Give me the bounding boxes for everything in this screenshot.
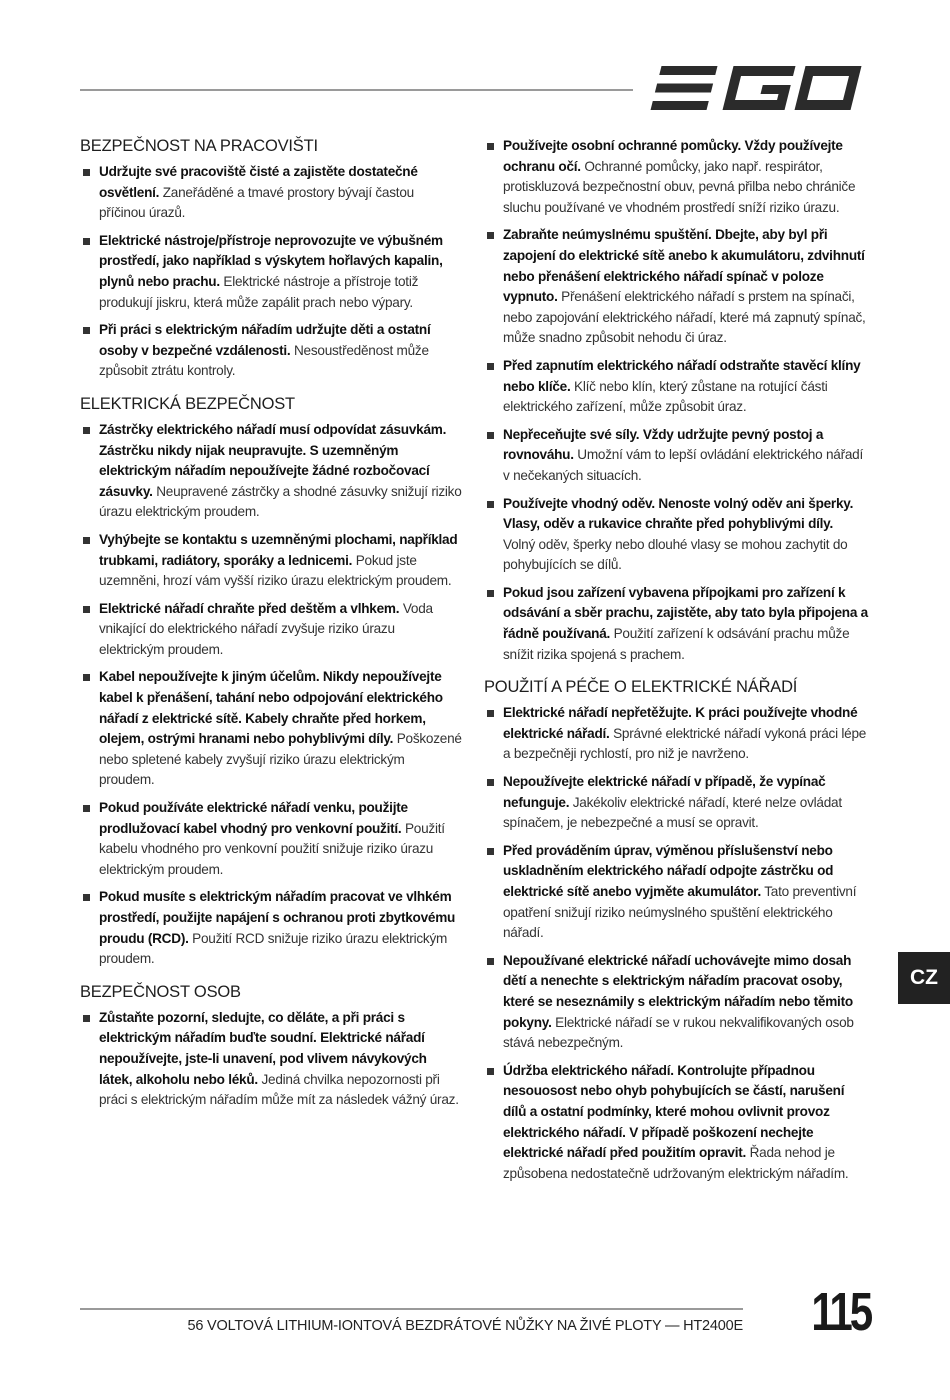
safety-item-explanation: Řada nehod je způsobena nedostatečně udržovaným elektrickým nářadím.: [503, 1145, 849, 1181]
safety-item-rule: Nepoužívané elektrické nářadí uchovávejte mimo dosah dětí a nenechte s elektrickým nářadím pracovat osoby, které se neseznámily s elektrickým nářadím nebo těmito pokyny.: [503, 952, 853, 1030]
safety-item: [80, 667, 462, 791]
safety-item-explanation: Ochranné pomůcky, jako např. respirátor, protiskluzová bezpečnostní obuv, pevná přilba nebo chrániče sluchu používané ve vhodném prostředí sníží riziko úrazu.: [503, 158, 856, 215]
safety-item: [80, 530, 462, 592]
safety-item: [80, 420, 462, 523]
safety-item-rule: Udržujte své pracoviště čisté a zajistěte dostatečné osvětlení.: [99, 164, 418, 200]
safety-item-rule: Kabel nepoužívejte k jiným účelům. Nikdy nepoužívejte kabel k přenášení, tahání nebo odpojování elektrického nářadí z elektrické sítě. Kabely chraňte před horkem, olejem, ostrými hranami nebo pohyblivými díly.: [99, 669, 443, 747]
safety-item-explanation: Neupravené zástrčky a shodné zásuvky snižují riziko úrazu elektrickým proudem.: [99, 483, 462, 520]
safety-item-explanation: Použití zařízení k odsávání prachu může snížit rizika spojená s prachem.: [503, 626, 850, 662]
left-column: [80, 136, 462, 1123]
safety-item-rule: Zabraňte neúmyslnému spuštění. Dbejte, aby byl při zapojení do elektrické sítě anebo k akumulátoru, zdvihnutí nebo přenášení elektrického nářadí spínač v poloze vypnuto.: [503, 227, 865, 305]
safety-item-rule: Elektrické nářadí chraňte před deštěm a vlhkem.: [99, 600, 400, 616]
safety-item: [80, 231, 462, 313]
right-column: [484, 136, 868, 1196]
safety-item: [80, 887, 462, 969]
safety-item: [80, 1008, 462, 1111]
safety-item: [484, 356, 868, 418]
footer-rule: [80, 1308, 743, 1310]
safety-item: [484, 951, 868, 1054]
safety-item: [484, 583, 868, 665]
safety-item-explanation: Elektrické nástroje a přístroje totiž produkují jiskru, která může zapálit prach nebo výpary.: [99, 273, 419, 310]
safety-item-rule: Údržba elektrického nářadí. Kontrolujte případnou nesouosost nebo ohyb pohybujících se částí, narušení dílů a ostatní podmínky, které mohou ovlivnit provoz elektrického nářadí. V případě poškození nechejte elektrické nářadí před použitím opravit.: [503, 1062, 845, 1161]
safety-item: [80, 798, 462, 880]
safety-item-rule: Při práci s elektrickým nářadím udržujte děti a ostatní osoby v bezpečné vzdálenosti.: [99, 322, 431, 358]
safety-item-explanation: Použití RCD snižuje riziko úrazu elektrickým proudem.: [99, 930, 448, 967]
safety-item-explanation: Zaneřáděné a tmavé prostory bývají častou příčinou úrazů.: [99, 184, 414, 221]
safety-item-rule: Elektrické nářadí nepřetěžujte. K práci používejte vhodné elektrické nářadí.: [503, 705, 858, 741]
ego-logo: [650, 64, 862, 112]
safety-item-rule: Elektrické nástroje/přístroje neprovozujte ve výbušném prostředí, jako například s výskytem hořlavých kapalin, plynů nebo prachu.: [99, 232, 443, 289]
page-number: 115: [811, 1282, 870, 1342]
safety-item: [484, 841, 868, 944]
safety-item-explanation: Umožní vám to lepší ovládání elektrického nářadí v nečekaných situacích.: [503, 447, 863, 483]
safety-item-rule: Zástrčky elektrického nářadí musí odpovídat zásuvkám. Zástrčku nikdy nijak neupravujte. S uzemněným elektrickým nářadím nepoužívejte žádné rozbočovací zásuvky.: [99, 421, 447, 499]
safety-item-explanation: Použití kabelu vhodného pro venkovní použití snižuje riziko úrazu elektrickým proudem.: [99, 820, 445, 877]
section-heading: ELEKTRICKÁ BEZPEČNOST: [80, 394, 295, 413]
footer-title: 56 VOLTOVÁ LITHIUM-IONTOVÁ BEZDRÁTOVÉ NŮŽKY NA ŽIVÉ PLOTY — HT2400E: [187, 1318, 743, 1334]
safety-item-rule: Před zapnutím elektrického nářadí odstraňte stavěcí klíny nebo klíče.: [503, 357, 861, 394]
safety-item: [80, 320, 462, 382]
safety-item-explanation: Tato preventivní opatření snižují riziko neúmyslného spuštění elektrického nářadí.: [503, 884, 857, 941]
safety-item: [484, 1061, 868, 1185]
section-heading: POUŽITÍ A PÉČE O ELEKTRICKÉ NÁŘADÍ: [484, 678, 798, 697]
safety-item-rule: Nepřeceňujte své síly. Vždy udržujte pevný postoj a rovnováhu.: [503, 426, 824, 463]
safety-item: [484, 494, 868, 576]
safety-item-explanation: Nesoustředěnost může způsobit ztrátu kontroly.: [99, 342, 429, 379]
safety-item: [484, 772, 868, 834]
safety-item: [484, 703, 868, 765]
language-tab: CZ: [898, 952, 950, 1004]
safety-item-explanation: Klíč nebo klín, který zůstane na rotující části elektrického zařízení, může způsobit úraz.: [503, 378, 828, 415]
safety-item-explanation: Přenášení elektrického nářadí s prstem na spínači, nebo zapojování elektrického nářadí, které má zapnutý spínač, může snadno způsobit nehodu či úraz.: [503, 289, 866, 346]
safety-item-explanation: Elektrické nářadí se v rukou nekvalifikovaných osob stává nebezpečným.: [503, 1014, 854, 1051]
safety-item-explanation: Jediná chvilka nepozornosti při práci s elektrickým nářadím může mít za následek vážný úraz.: [99, 1071, 459, 1108]
safety-item: [484, 225, 868, 349]
safety-item-rule: Pokud používáte elektrické nářadí venku, použijte prodlužovací kabel vhodný pro venkovní použití.: [99, 800, 408, 836]
safety-item: [484, 136, 868, 218]
header-rule: [80, 89, 633, 91]
safety-item-explanation: Správné elektrické nářadí vykoná práci lépe a bezpečněji rychlostí, pro niž je navrženo.: [503, 725, 867, 762]
safety-item-rule: Pokud jsou zařízení vybavena přípojkami pro zařízení k odsávání a sběr prachu, zajistěte, aby tato byla připojena a řádně používaná.: [503, 584, 868, 642]
safety-item: [484, 425, 868, 487]
safety-item-explanation: Jakékoliv elektrické nářadí, které nelze ovládat spínačem, je nebezpečné a musí se opravit.: [503, 794, 842, 831]
safety-item: [80, 599, 462, 661]
safety-item-explanation: Pokud jste uzemněni, hrozí vám vyšší riziko úrazu elektrickým proudem.: [99, 552, 452, 589]
safety-list: [484, 136, 868, 665]
safety-item: [80, 162, 462, 224]
safety-item-rule: Vyhýbejte se kontaktu s uzemněnými plochami, například trubkami, radiátory, sporáky a lednicemi.: [99, 531, 458, 568]
safety-list: [80, 1008, 462, 1111]
safety-item-rule: Pokud musíte s elektrickým nářadím pracovat ve vlhkém prostředí, použijte napájení s ochranou proti zbytkovému proudu (RCD).: [99, 889, 456, 946]
section-heading: BEZPEČNOST NA PRACOVIŠTI: [80, 137, 318, 155]
safety-item-rule: Nepoužívejte elektrické nářadí v případě, že vypínač nefunguje.: [503, 774, 826, 810]
safety-item-rule: Zůstaňte pozorní, sledujte, co děláte, a při práci s elektrickým nářadím buďte soudní. Elektrické nářadí nepoužívejte, jste-li unavení, pod vlivem návykových látek, alkoholu nebo léků.: [99, 1009, 427, 1087]
safety-list: [484, 703, 868, 1184]
section-heading: BEZPEČNOST OSOB: [80, 982, 241, 1001]
safety-item-explanation: Poškozené nebo spletené kabely zvyšují riziko úrazu elektrickým proudem.: [99, 731, 462, 788]
safety-list: [80, 162, 462, 382]
safety-list: [80, 420, 462, 970]
safety-item-rule: Používejte osobní ochranné pomůcky. Vždy používejte ochranu očí.: [503, 138, 843, 174]
safety-item-rule: Používejte vhodný oděv. Nenoste volný oděv ani šperky. Vlasy, oděv a rukavice chraňte před pohyblivými díly.: [503, 495, 854, 532]
safety-item-explanation: Voda vnikající do elektrického nářadí zvyšuje riziko úrazu elektrickým proudem.: [99, 600, 433, 657]
safety-item-explanation: Volný oděv, šperky nebo dlouhé vlasy se mohou zachytit do pohybujících se dílů.: [503, 536, 848, 573]
safety-item-rule: Před prováděním úprav, výměnou příslušenství nebo uskladněním elektrického nářadí odpojte zástrčku od elektrické sítě anebo vyjměte akumulátor.: [503, 842, 834, 899]
